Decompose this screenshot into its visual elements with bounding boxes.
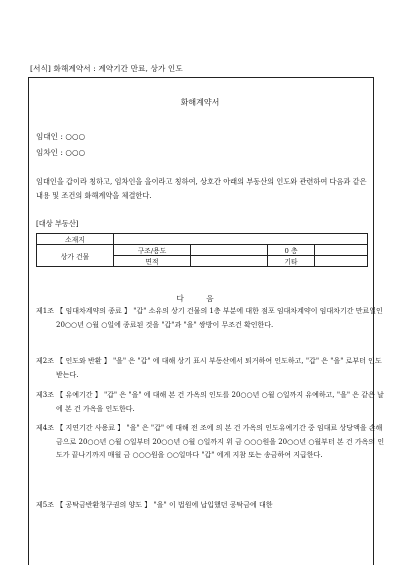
floor-value: 0 층 (268, 245, 315, 256)
area-label: 면적 (114, 256, 191, 267)
article-number: 제1조 (36, 307, 54, 315)
structure-label: 구조/용도 (114, 245, 191, 256)
building-label: 상가 건물 (37, 245, 114, 267)
target-property-label: [대상 부동산] (36, 219, 79, 228)
article-4 (36, 422, 388, 463)
location-label: 소재지 (37, 234, 114, 245)
tenant-line: 임차인 : ○○○ (36, 148, 86, 157)
other-value (315, 256, 368, 267)
article-text: "을" 은 "갑" 에 대해 상기 표시 부동산에서 퇴거하여 인도하고, "갑" 은 "을" 로부터 인도받는다. (56, 357, 382, 379)
article-text: "갑" 소유의 상기 건물의 1층 부분에 대한 점포 임대차계약이 임대차기간 만료일인 20○○년 ○월 ○일에 종료된 것을 "갑"과 "을" 쌍방이 무조건 확인한다. (56, 307, 383, 329)
article-5 (36, 499, 388, 513)
other-label: 기타 (268, 256, 315, 267)
article-number: 제5조 (36, 501, 54, 509)
document-header: [서식] 화해계약서 : 계약기간 만료, 상가 인도 (30, 64, 183, 73)
floor-extra (315, 245, 368, 256)
article-1 (36, 305, 388, 332)
property-table (36, 233, 368, 267)
dae-eum-heading: 다 음 (176, 294, 224, 303)
article-heading: 【 지연기간 사용료 】 (56, 424, 125, 432)
article-number: 제2조 (36, 357, 54, 365)
article-heading: 【 유예기간 】 (56, 391, 102, 399)
article-3 (36, 389, 388, 416)
area-value (191, 256, 268, 267)
landlord-line: 임대인 : ○○○ (36, 132, 86, 141)
structure-value (191, 245, 268, 256)
article-text: "갑" 은 "을" 에 대해 본 건 가옥의 인도를 20○○년 ○월 ○일까지 유예하고, "을" 은 같은 날에 본 건 가옥을 인도한다. (56, 391, 384, 413)
article-number: 제3조 (36, 391, 54, 399)
article-text: "을" 이 법원에 납입했던 공탁금에 대한 (153, 501, 273, 509)
article-text: "을" 은 "갑" 에 대해 전 조에 의 본 건 가옥의 인도유예기간 중 임대료 상당액을 손해금으로 20○○년 ○월 ○일부터 20○○년 ○월 ○일까지 위 금 ○○○원을 20○○년 ○월부터 본 건 가옥의 인도가 끝나기까지 매월 금 ○○○원을 ○○일마다 "갑" 에게 지참 또는 송금하여 지급한다. (56, 424, 385, 460)
article-heading: 【 공탁금반환청구권의 양도 】 (56, 501, 152, 509)
article-2 (36, 355, 388, 382)
location-value (114, 234, 368, 245)
intro-paragraph: 임대인을 갑이라 칭하고, 임차인을 을이라고 칭하여, 상호간 아래의 부동산의 인도와 관련하여 다음과 같은 내용 및 조건의 화해계약을 체결한다. (36, 177, 367, 200)
article-heading: 【 인도와 반환 】 (56, 357, 111, 365)
article-heading: 【 임대차계약의 종료 】 (56, 307, 131, 315)
article-number: 제4조 (36, 424, 54, 432)
document-title: 화해계약서 (180, 98, 220, 107)
